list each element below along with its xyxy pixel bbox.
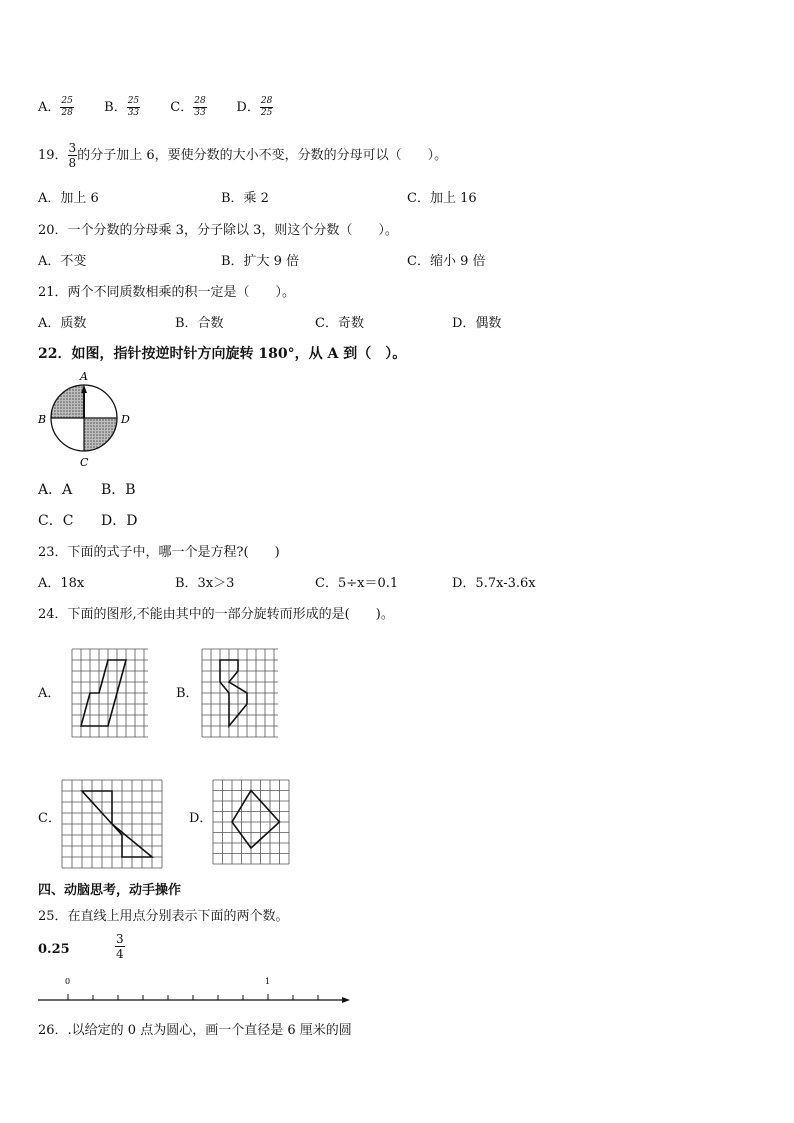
q22-label-d: D bbox=[121, 413, 130, 426]
q20-option-a: A．不变 bbox=[38, 254, 87, 269]
q24-option-c-label: C． bbox=[38, 811, 61, 826]
q22-label-b: B bbox=[38, 413, 47, 426]
q19-question: 19． $\frac{3}{8}$ 的分子加上 6，要使分数的大小不变，分数的分母可以（ ）。 bbox=[38, 141, 448, 170]
q19-fraction: $\frac{3}{8}$ bbox=[68, 141, 77, 170]
q24-figure-a bbox=[68, 647, 150, 739]
q22-label-a: A bbox=[80, 370, 88, 383]
q24-option-a-label: A． bbox=[38, 686, 61, 701]
q21-option-b: B．合数 bbox=[175, 316, 224, 331]
q18-frac-d: $\frac{28}{25}$ bbox=[260, 96, 273, 118]
q22-question: 22．如图，指针按逆时针方向旋转 180°，从 A 到（ ）。 bbox=[38, 346, 407, 362]
q20-option-c: C．缩小 9 倍 bbox=[407, 254, 486, 269]
q23-option-d: D．5.7x-3.6x bbox=[452, 576, 536, 591]
q23-option-b: B．3x＞3 bbox=[175, 576, 235, 591]
q18-option-d: D． $\frac{28}{25}$ bbox=[236, 96, 273, 118]
q21-option-a: A．质数 bbox=[38, 316, 87, 331]
q23-option-a: A．18x bbox=[38, 576, 85, 591]
q25-number-line bbox=[36, 972, 354, 1008]
q25-arrow-icon bbox=[342, 997, 350, 1003]
q18-option-c: C． $\frac{28}{33}$ bbox=[170, 96, 206, 118]
q20-question: 20．一个分数的分母乘 3，分子除以 3，则这个分数（ ）。 bbox=[38, 223, 398, 238]
q22-option-b: B．B bbox=[101, 482, 136, 498]
q22-clock-figure bbox=[36, 368, 136, 470]
q19-option-b: B．乘 2 bbox=[221, 191, 269, 206]
q18-frac-c: $\frac{28}{33}$ bbox=[194, 96, 206, 118]
q22-label-c: C bbox=[80, 456, 89, 469]
q21-option-c: C．奇数 bbox=[315, 316, 364, 331]
q26-question: 26．.以给定的 0 点为圆心，画一个直径是 6 厘米的圆 bbox=[38, 1023, 352, 1038]
q22-option-c: C．C bbox=[38, 513, 74, 529]
q23-question: 23．下面的式子中，哪一个是方程?( ) bbox=[38, 545, 280, 560]
q19-option-a: A．加上 6 bbox=[38, 191, 99, 206]
q24-figure-c bbox=[60, 778, 164, 870]
q22-option-d: D．D bbox=[101, 513, 138, 529]
q19-option-c: C．加上 16 bbox=[407, 191, 477, 206]
q24-question: 24．下面的图形,不能由其中的一部分旋转而形成的是( )。 bbox=[38, 607, 394, 622]
q25-axis-label-1: 1 bbox=[265, 977, 271, 986]
q18-option-a: A． $\frac{25}{28}$ bbox=[38, 96, 73, 118]
q22-option-a: A．A bbox=[38, 482, 73, 498]
q18-frac-a: $\frac{25}{28}$ bbox=[61, 96, 73, 118]
q18-options bbox=[38, 96, 298, 118]
q25-value-decimal: 0.25 bbox=[38, 942, 70, 957]
q24-option-d-label: D． bbox=[189, 811, 213, 826]
q18-frac-b: $\frac{25}{33}$ bbox=[127, 96, 140, 118]
q25-axis-label-0: 0 bbox=[65, 977, 71, 986]
q24-figure-b bbox=[198, 647, 280, 739]
q21-option-d: D．偶数 bbox=[452, 316, 502, 331]
q25-value-fraction: $\frac{3}{4}$ bbox=[116, 932, 124, 961]
q23-option-c: C．5÷x＝0.1 bbox=[315, 576, 399, 591]
q24-option-b-label: B． bbox=[176, 686, 199, 701]
q24-figure-d bbox=[211, 778, 291, 866]
q20-option-b: B．扩大 9 倍 bbox=[221, 254, 300, 269]
q24-shape-d bbox=[232, 791, 280, 849]
q21-question: 21．两个不同质数相乘的积一定是（ ）。 bbox=[38, 285, 296, 300]
section-4-title: 四、动脑思考，动手操作 bbox=[38, 883, 182, 898]
q18-option-b: B． $\frac{25}{33}$ bbox=[104, 96, 140, 118]
q25-question: 25．在直线上用点分别表示下面的两个数。 bbox=[38, 909, 289, 924]
